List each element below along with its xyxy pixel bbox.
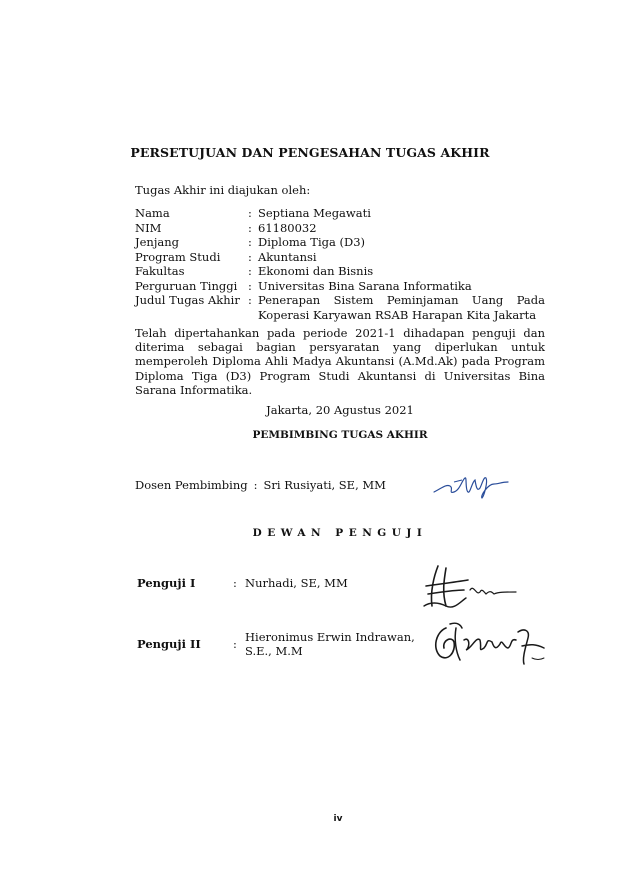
info-value: Diploma Tiga (D3)	[258, 235, 366, 249]
pembimbing-heading: PEMBIMBING TUGAS AKHIR	[252, 429, 428, 441]
penguji-1-separator: :	[233, 576, 237, 590]
info-row-program-studi	[135, 250, 545, 265]
info-separator: :	[248, 293, 252, 307]
info-label: Jenjang	[135, 235, 180, 249]
info-label: Nama	[135, 206, 170, 220]
info-label: Program Studi	[135, 249, 221, 264]
student-info-table	[135, 206, 545, 322]
penguji-1-name: Nurhadi, SE, MM	[245, 576, 348, 590]
intro-text: Tugas Akhir ini diajukan oleh:	[135, 183, 311, 197]
info-row-jenjang	[135, 235, 545, 250]
info-row-nim	[135, 221, 545, 236]
page-number: iv	[333, 814, 343, 824]
info-value: Septiana Megawati	[258, 206, 371, 220]
info-separator: :	[248, 206, 252, 220]
info-value: Ekonomi dan Bisnis	[258, 264, 374, 278]
penguji-1-signature	[420, 562, 530, 612]
info-separator: :	[248, 220, 252, 235]
info-value: Akuntansi	[258, 249, 317, 264]
penguji-2-name: Hieronimus Erwin Indrawan, S.E., M.M	[245, 630, 415, 658]
info-value: Penerapan Sistem Peminjaman Uang Pada Koperasi Karyawan RSAB Harapan Kita Jakarta	[258, 293, 545, 322]
penguji-2-signature	[426, 618, 550, 670]
info-label: Judul Tugas Akhir	[135, 293, 240, 307]
info-label: NIM	[135, 220, 162, 235]
pembimbing-signature	[432, 470, 512, 500]
approval-date: Jakarta, 20 Agustus 2021	[266, 403, 414, 417]
dosen-separator: :	[253, 478, 258, 492]
info-separator: :	[248, 235, 252, 249]
info-value: 61180032	[258, 220, 317, 235]
penguji-2-separator: :	[233, 637, 237, 651]
dosen-label: Dosen Pembimbing	[135, 478, 248, 492]
page-title: PERSETUJUAN DAN PENGESAHAN TUGAS AKHIR	[130, 145, 490, 160]
info-row-judul	[135, 293, 545, 322]
info-row-nama	[135, 206, 545, 221]
approval-paragraph: Telah dipertahankan pada periode 2021-1 dihadapan penguji dan diterima sebagai bagian persyaratan yang diperlukan untuk memperoleh Diploma Ahli Madya Akuntansi (A.Md.Ak) pada Program Diploma Tiga (D3) Program Studi Akuntansi di Universitas Bina Sarana Informatika.	[135, 326, 545, 397]
info-row-perguruan-tinggi	[135, 279, 545, 294]
info-value: Universitas Bina Sarana Informatika	[258, 278, 472, 293]
info-row-fakultas	[135, 264, 545, 279]
info-separator: :	[248, 264, 252, 278]
dosen-name: Sri Rusiyati, SE, MM	[263, 478, 386, 492]
info-label: Fakultas	[135, 264, 185, 278]
info-separator: :	[248, 278, 252, 293]
penguji-1-label: Penguji I	[137, 576, 196, 590]
info-label: Perguruan Tinggi	[135, 278, 238, 293]
dewan-penguji-heading: DEWAN PENGUJI	[252, 527, 428, 539]
dosen-pembimbing-row	[135, 478, 386, 492]
penguji-2-label: Penguji II	[137, 637, 201, 651]
info-separator: :	[248, 249, 252, 264]
